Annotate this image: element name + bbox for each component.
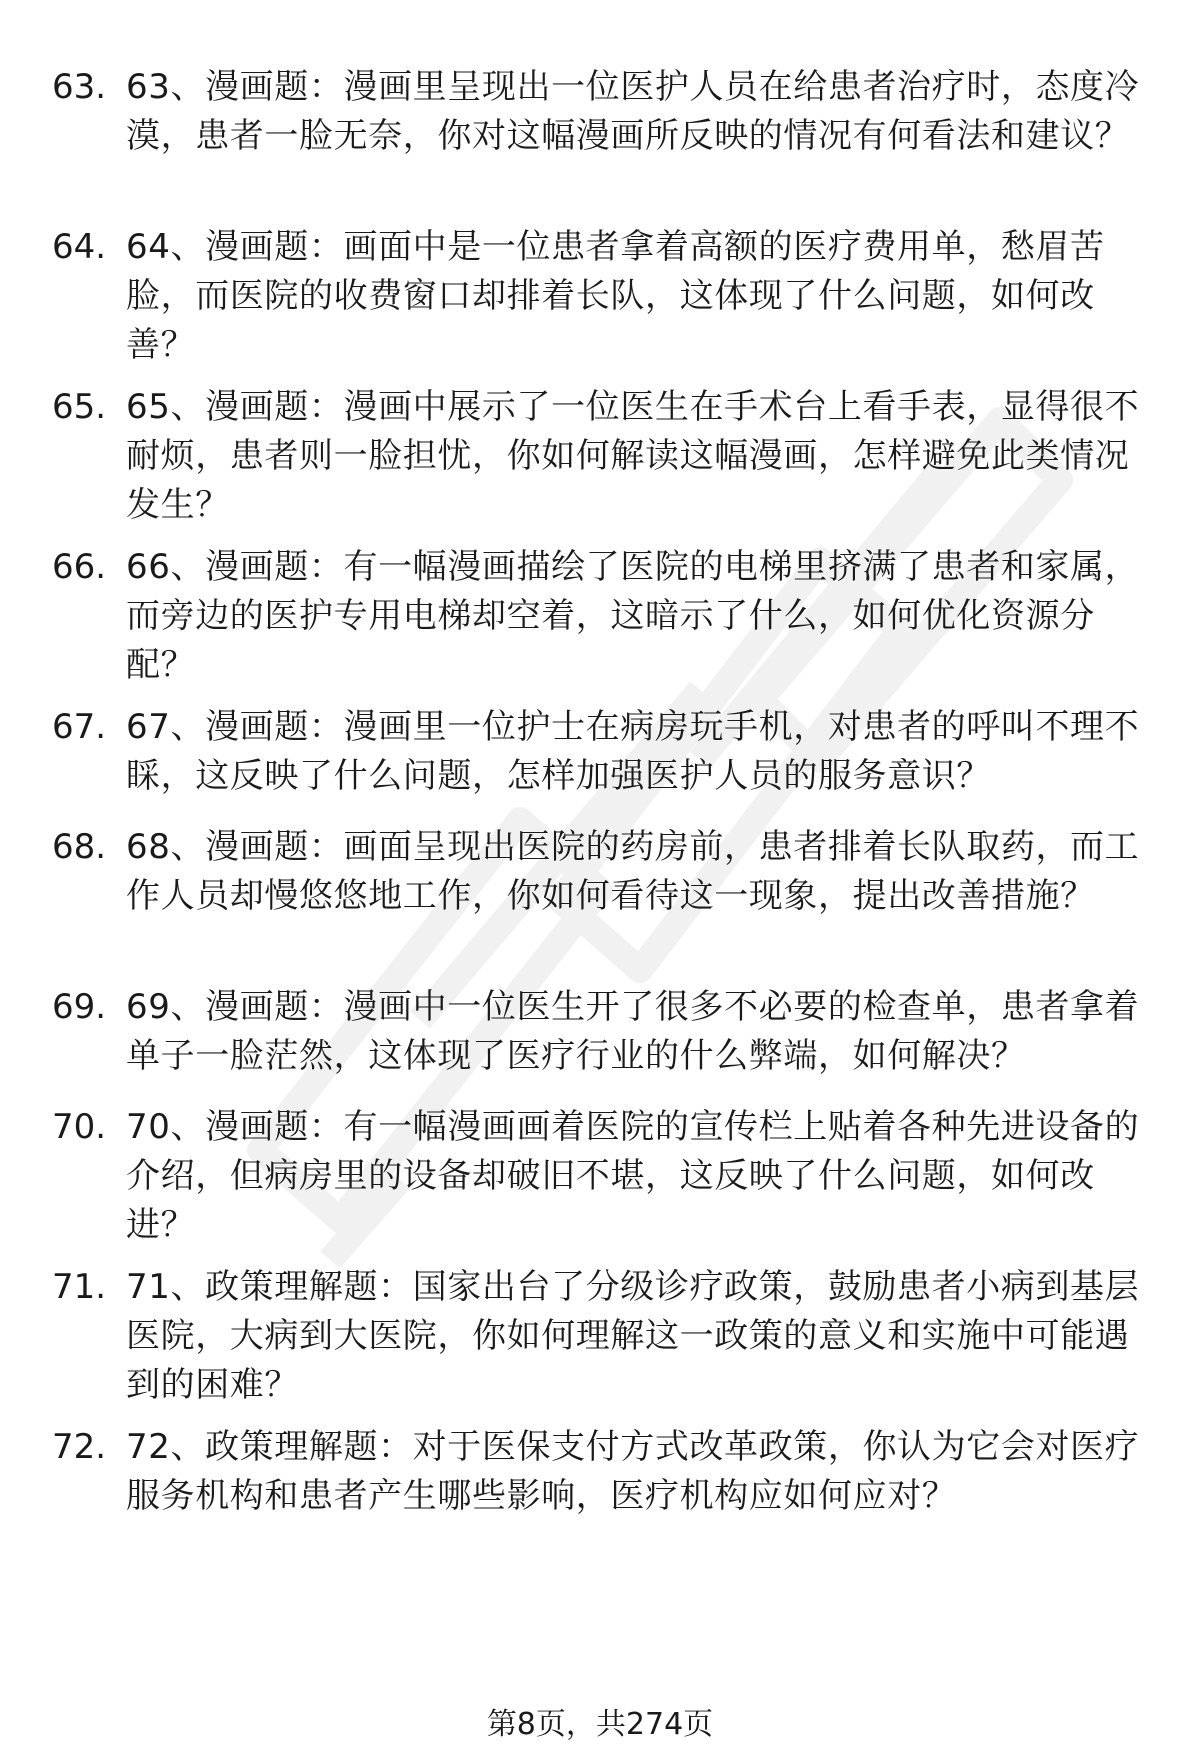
item-number: 68. <box>52 827 107 867</box>
item-number: 67. <box>52 707 107 747</box>
item-text: 63、漫画题：漫画里呈现出一位医护人员在给患者治疗时，态度冷漠，患者一脸无奈，你对这幅漫画所反映的情况有何看法和建议？ <box>126 67 1140 156</box>
item-text: 72、政策理解题：对于医保支付方式改革政策，你认为它会对医疗服务机构和患者产生哪些影响，医疗机构应如何应对？ <box>126 1427 1140 1516</box>
item-text: 66、漫画题：有一幅漫画描绘了医院的电梯里挤满了患者和家属，而旁边的医护专用电梯却空着，这暗示了什么，如何优化资源分配？ <box>126 547 1140 685</box>
item-number: 69. <box>52 987 107 1027</box>
item-number: 70. <box>52 1107 107 1147</box>
item-number: 63. <box>52 67 107 107</box>
page-footer: 第8页，共274页 <box>486 1707 714 1742</box>
item-number: 65. <box>52 387 107 427</box>
item-text: 67、漫画题：漫画里一位护士在病房玩手机，对患者的呼叫不理不睬，这反映了什么问题，怎样加强医护人员的服务意识？ <box>126 707 1140 796</box>
item-text: 68、漫画题：画面呈现出医院的药房前，患者排着长队取药，而工作人员却慢悠悠地工作，你如何看待这一现象，提出改善措施？ <box>126 827 1140 916</box>
item-text: 64、漫画题：画面中是一位患者拿着高额的医疗费用单，愁眉苦脸，而医院的收费窗口却排着长队，这体现了什么问题，如何改善？ <box>126 227 1105 365</box>
item-text: 71、政策理解题：国家出台了分级诊疗政策，鼓励患者小病到基层医院，大病到大医院，你如何理解这一政策的意义和实施中可能遇到的困难？ <box>126 1267 1140 1405</box>
item-number: 71. <box>52 1267 107 1307</box>
item-text: 69、漫画题：漫画中一位医生开了很多不必要的检查单，患者拿着单子一脸茫然，这体现了医疗行业的什么弊端，如何解决？ <box>126 987 1140 1076</box>
item-text: 70、漫画题：有一幅漫画画着医院的宣传栏上贴着各种先进设备的介绍，但病房里的设备却破旧不堪，这反映了什么问题，如何改进？ <box>126 1107 1140 1245</box>
item-number: 66. <box>52 547 107 587</box>
item-text: 65、漫画题：漫画中展示了一位医生在手术台上看手表，显得很不耐烦，患者则一脸担忧，你如何解读这幅漫画，怎样避免此类情况发生？ <box>126 387 1140 525</box>
item-number: 72. <box>52 1427 107 1467</box>
item-number: 64. <box>52 227 107 267</box>
